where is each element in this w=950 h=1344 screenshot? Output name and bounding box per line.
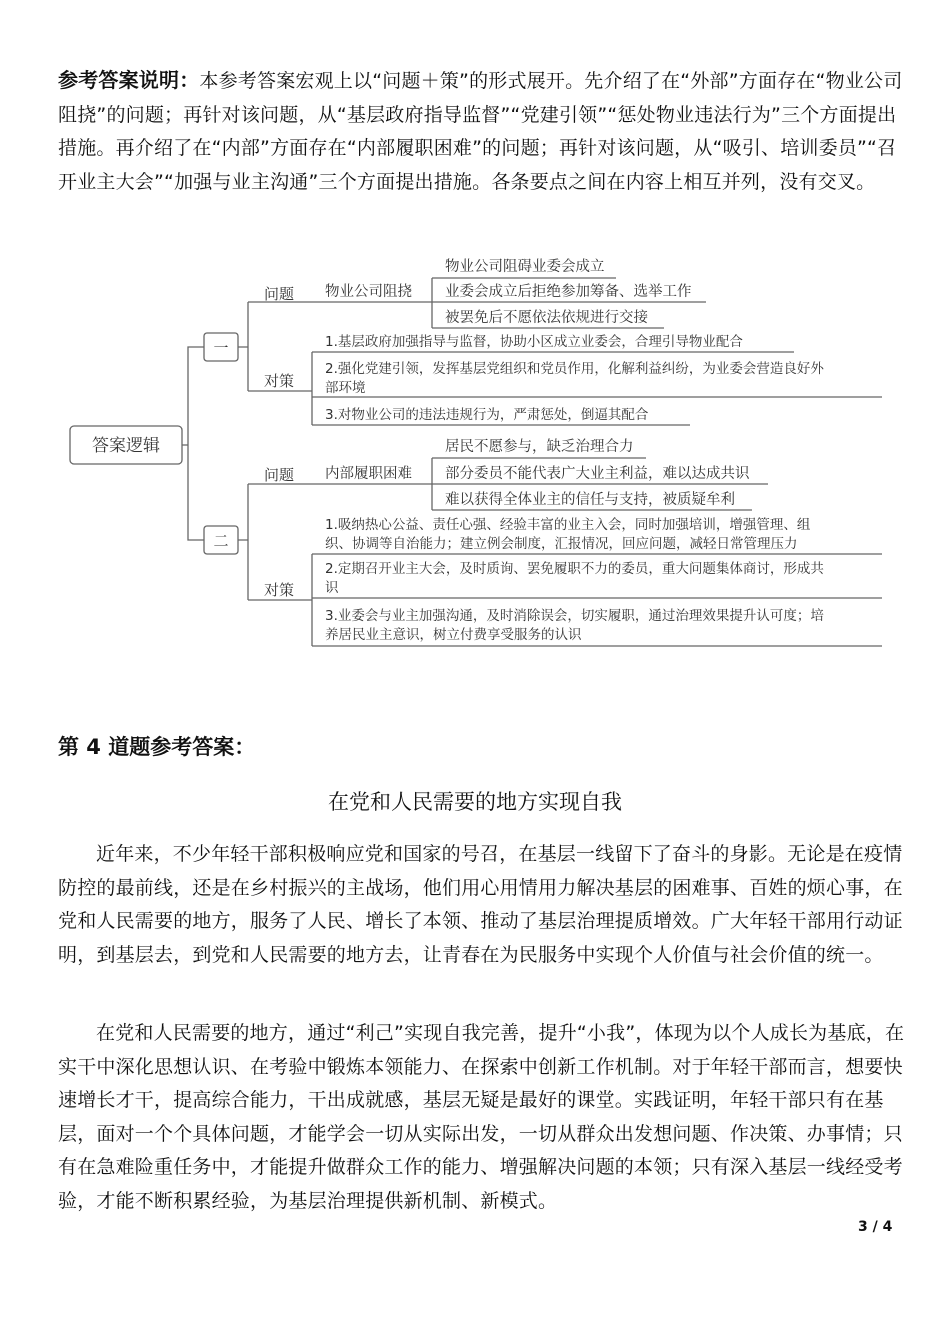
essay-paragraph: 在党和人民需要的地方，通过“利己”实现自我完善，提升“小我”，体现为以个人成长为基底，在实干中深化思想认识、在考验中锻炼本领能力、在探索中创新工作机制。对于年轻干部而言，想要快速增长才干，提高综合能力，干出成就感，基层无疑是最好的课堂。实践证明，年轻干部只有在基层，面对一个个具体问题，才能学会一切从实际出发，一切从群众出发想问题、作决策、办事情；只有在急难险重任务中，才能提升做群众工作的能力、增强解决问题的本领；只有深入基层一线经受考验，才能不断积累经验，为基层治理提供新机制、新模式。	[58, 1022, 905, 1212]
measure-item: 养居民业主意识，树立付费享受服务的认识	[325, 627, 582, 643]
intro-label: 参考答案说明：	[58, 68, 200, 92]
problem-topic: 物业公司阻挠	[325, 284, 412, 300]
essay-paragraph: 近年来，不少年轻干部积极响应党和国家的号召，在基层一线留下了奋斗的身影。无论是在疫情防控的最前线，还是在乡村振兴的主战场，他们用心用情用力解决基层的困难事、百姓的烦心事，在党和人民需要的地方，服务了人民、增长了本领、推动了基层治理提质增效。广大年轻干部用行动证明，到基层去，到党和人民需要的地方去，让青春在为民服务中实现个人价值与社会价值的统一。	[58, 843, 903, 966]
measure-label: 对策	[264, 372, 295, 390]
intro-text: 本参考答案宏观上以“问题＋策”的形式展开。先介绍了在“外部”方面存在“物业公司阻挠”的问题；再针对该问题，从“基层政府指导监督”“党建引领”“惩处物业违法行为”三个方面提出措施。再介绍了在“内部”方面存在“内部履职困难”的问题；再针对该问题，从“吸引、培训委员”“召开业主大会”“加强与业主沟通”三个方面提出措施。各条要点之间在内容上相互并列，没有交叉。	[58, 70, 903, 193]
problem-label: 问题	[264, 466, 295, 484]
measure-item: 部环境	[325, 380, 366, 396]
problem-topic: 内部履职困难	[325, 466, 412, 482]
problem-item: 难以获得全体业主的信任与支持，被质疑牟利	[445, 492, 735, 508]
branch-label: 二	[213, 532, 229, 550]
measure-item: 织、协调等自治能力；建立例会制度，汇报情况，回应问题，减轻日常管理压力	[325, 536, 798, 552]
answer-logic-mindmap	[0, 250, 950, 660]
problem-item: 居民不愿参与，缺乏治理合力	[445, 439, 634, 455]
measure-label: 对策	[264, 581, 295, 599]
measure-item: 2.定期召开业主大会，及时质询、罢免履职不力的委员，重大问题集体商讨，形成共	[325, 561, 824, 577]
problem-item: 物业公司阻碍业委会成立	[445, 259, 605, 275]
section-heading: 第 4 道题参考答案：	[58, 735, 256, 759]
branch-label: 一	[213, 339, 229, 357]
problem-item: 被罢免后不愿依法依规进行交接	[445, 310, 648, 326]
measure-item: 识	[325, 580, 339, 596]
measure-item: 3.对物业公司的违法违规行为，严肃惩处，倒逼其配合	[325, 407, 649, 423]
measure-item: 2.强化党建引领，发挥基层党组织和党员作用，化解利益纠纷，为业委会营造良好外	[325, 361, 824, 377]
problem-label: 问题	[264, 285, 295, 303]
measure-item: 1.基层政府加强指导与监督，协助小区成立业委会，合理引导物业配合	[325, 334, 743, 350]
intro-paragraph	[58, 64, 908, 199]
measure-item: 3.业委会与业主加强沟通，及时消除误会，切实履职，通过治理效果提升认可度；培	[325, 608, 824, 624]
problem-item: 业委会成立后拒绝参加筹备、选举工作	[445, 284, 692, 300]
mindmap-root: 答案逻辑	[92, 436, 160, 456]
measure-item: 1.吸纳热心公益、责任心强、经验丰富的业主入会，同时加强培训，增强管理、组	[325, 517, 811, 533]
essay-title: 在党和人民需要的地方实现自我	[328, 790, 622, 814]
problem-item: 部分委员不能代表广大业主利益，难以达成共识	[445, 466, 750, 482]
page-number: 3 / 4	[858, 1219, 893, 1235]
